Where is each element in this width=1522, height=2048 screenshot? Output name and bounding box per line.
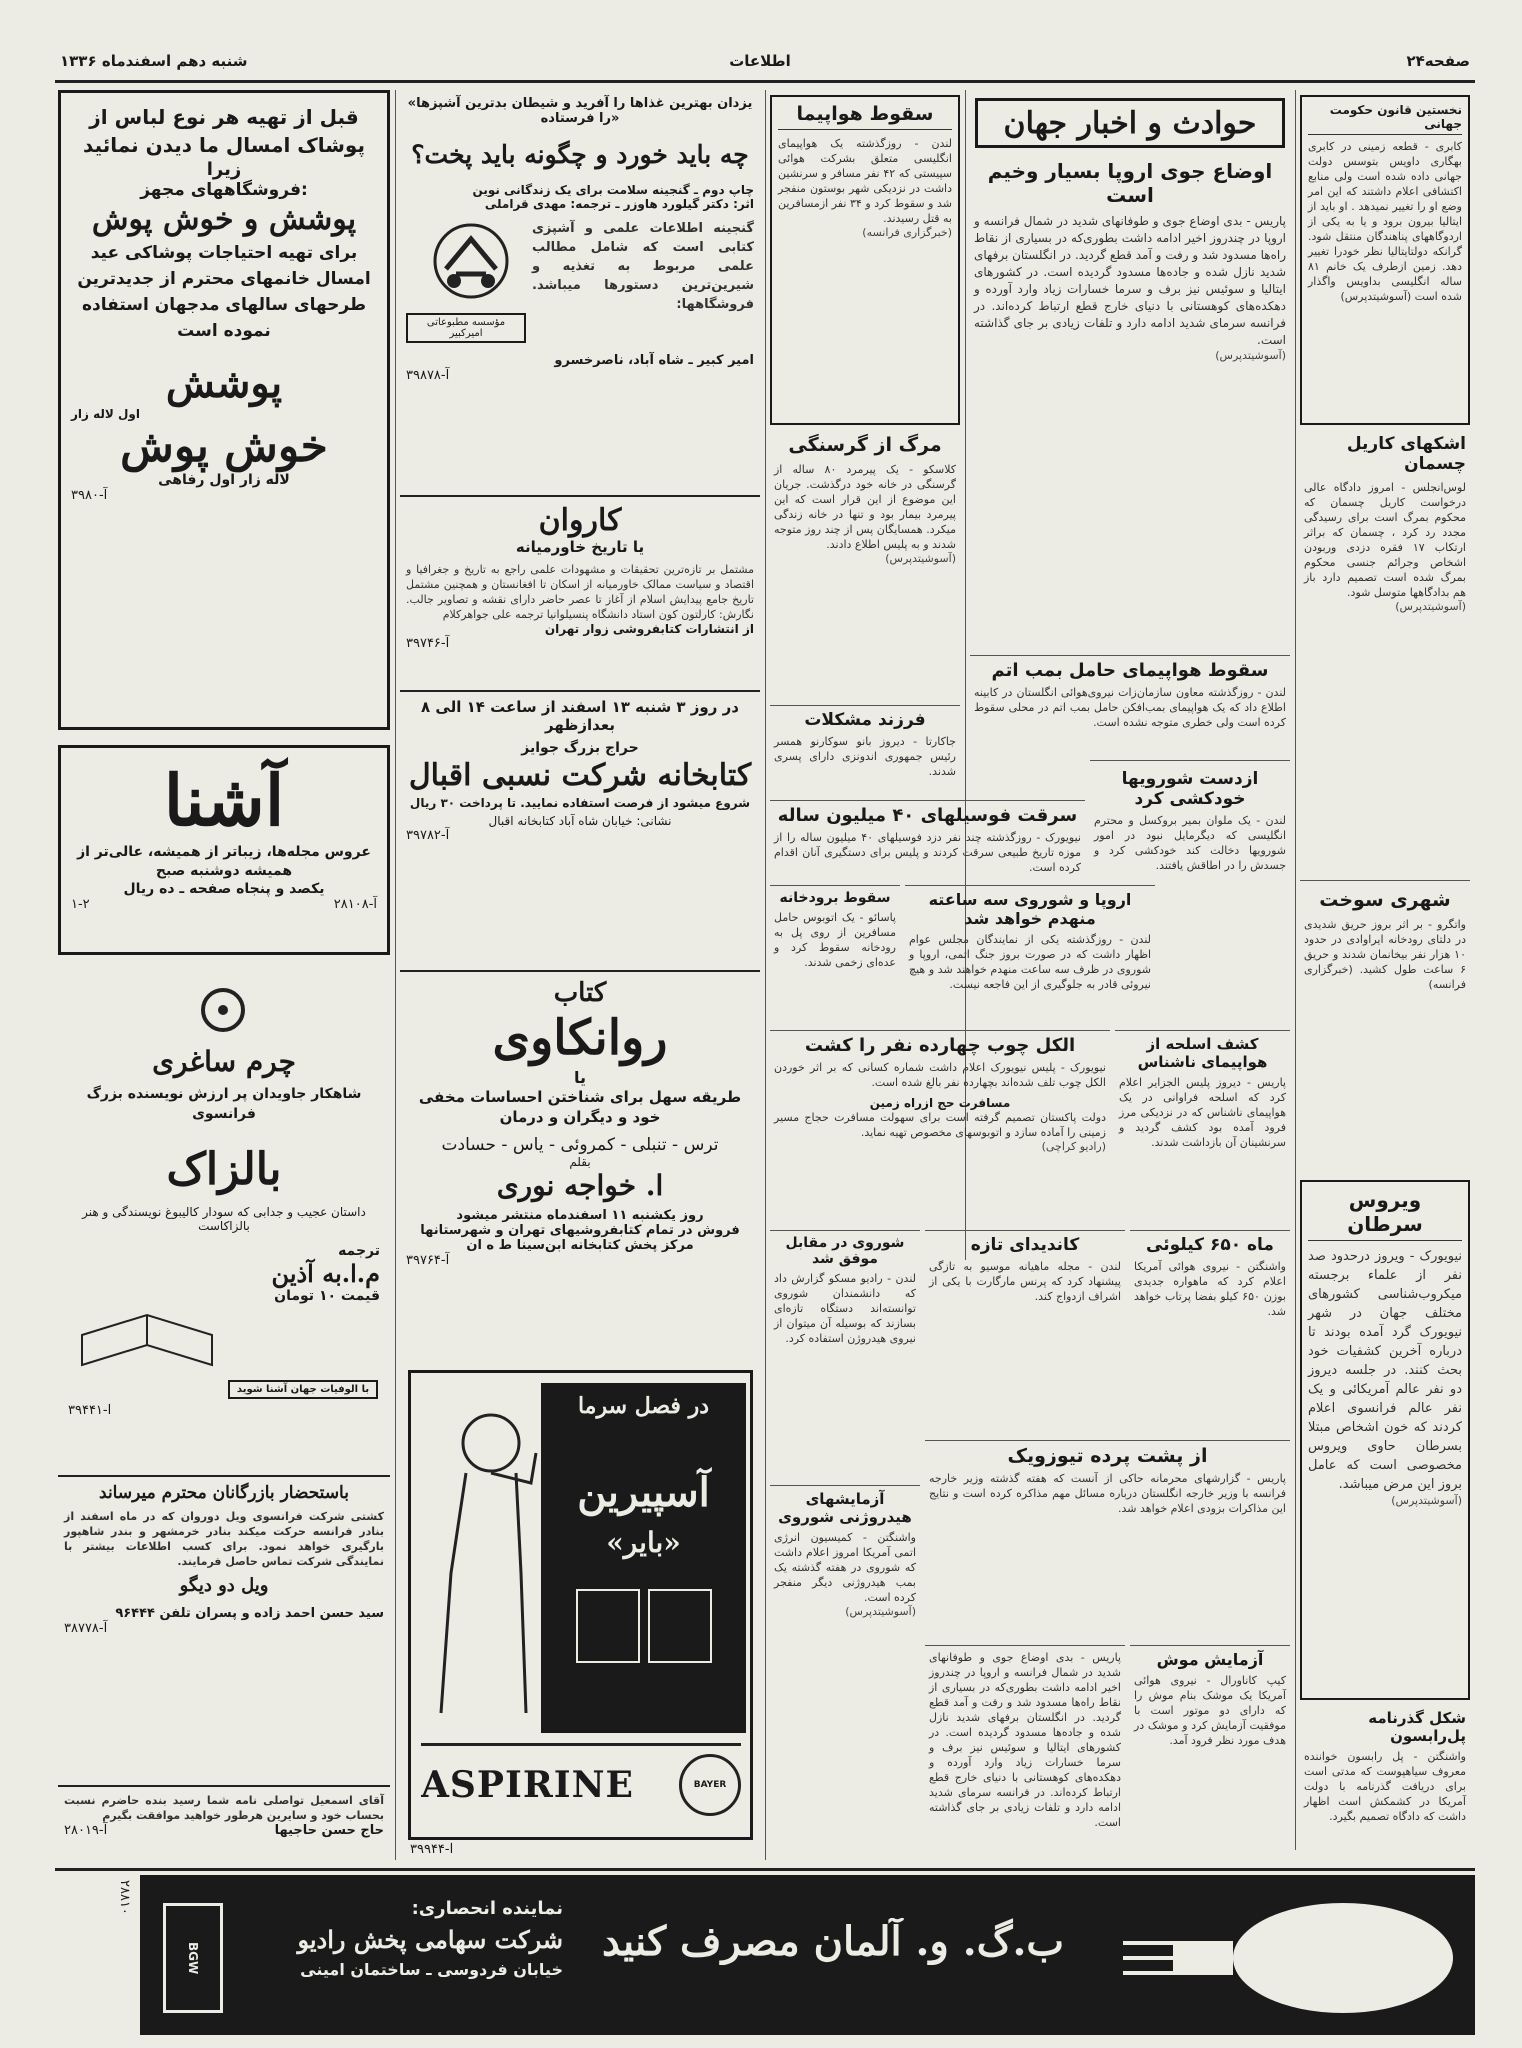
ad-body: برای تهیه احتیاجات پوشاکی عید امسال خانمهای محترم از جدیدترین طرحهای سالهای مدجهان استفاده نموده است [77,243,371,341]
ad-center: مرکز پخش کتابخانه ابن‌سینا ط ه ان [466,1238,694,1253]
article-title: سقوط هواپیمای حامل بمب اتم [991,660,1269,681]
article-title: شوروی در مقابل موفق شد [785,1235,905,1267]
article-body: واشنگتن - پل رابسون خواننده معروف سیاهپوست که مدتی است برای دریافت گذرنامه با دولت آمریکا در کشمکش است اظهار داشت که دادگاه تصمیم بگیرد. [1304,1750,1466,1823]
article-title: آزمایشهای هیدروژنی شوروی [778,1490,912,1526]
article-body: پاریس - گزارشهای محرمانه حاکی از آنست که هفته گذشته وزیر خارجه فرانسه با وزیر خارجه انگلستان درباره مسائل مهم مذاکره کرده است و نتایج این مذاکرات بزودی اعلام خواهد شد. [929,1472,1286,1515]
balzac-book-ad [58,975,390,1425]
article-title: مرگ از گرسنگی [788,434,942,456]
ad-name: پوشش و خوش پوش [91,202,357,237]
missile-test-article [1130,1645,1290,1855]
ad-code: آ-۳۹۷۶۴ [406,1253,450,1268]
ad-code: آ-۳۹۷۴۶ [406,636,450,651]
article-title: از پشت پرده تیوزویک [1007,1445,1208,1467]
ad-sale: فروش در تمام کتابفروشیهای تهران و شهرستانها [420,1223,740,1238]
ad-zira: زیرا [206,159,242,180]
ad-publisher: از انتشارات کتابفروشی زوار تهران [544,622,754,636]
footer-rule [55,1868,1475,1871]
header-rule [55,80,1475,83]
notice-agent: سید حسن احمد زاده و پسران تلفن ۹۶۴۴۴ [115,1606,384,1621]
clothing-ad [58,90,390,730]
ad-body: شروع میشود از فرصت استفاده نمایید. تا پرداخت ۳۰ ریال [409,796,751,810]
column-rule [395,90,396,1860]
aspirin-ad [408,1370,753,1840]
robeson-article [1300,1705,1470,1855]
food-book-ad [400,90,760,495]
page-number: صفحه۲۴ [1406,52,1470,70]
article-title: آزمایش موش [1156,1650,1264,1669]
ad-intro: قبل از تهیه هر نوع لباس از پوشاک امسال ما دیدن نمائید [83,105,365,157]
article-title: سقوط هواپیما [778,103,952,130]
ad-page: ۱-۲ [71,897,90,912]
notice-sign: حاج حسن حاجیها [274,1823,384,1838]
article-title: شکل گذرنامه پل‌رابسون [1368,1709,1466,1745]
ad-subtitle: طریقه سهل برای شناختن احساسات مخفی خود و دیگران و درمان [418,1088,742,1126]
bayer-seal [679,1754,741,1816]
article-body: پاسائو - یک اتوبوس حامل مسافرین از روی پل به رودخانه سقوط کرد و عده‌ای زخمی شدند. [774,911,896,969]
article-title: سقوط برودخانه [779,890,891,906]
shipping-notice [58,1475,390,1775]
footer-agent [243,1898,563,2018]
ashna-magazine-ad [58,745,390,955]
newsweek-article [925,1440,1290,1640]
article-body: لندن - روزگذشته معاون سازمان‌زات نیروی‌هوائی انگلستان در کابینه اطلاع داد که یک هواپیمای بمب‌افکن حامل بمب اتم در محلی سقوط کرده است ولی خطری متوجه نشده است. [974,686,1286,729]
person-illustration [421,1393,541,1723]
ad-address: نشانی: خیابان شاه آباد کتابخانه اقبال [488,814,672,828]
tired-article [1090,760,1290,880]
article-body: نیویورک - روزگذشته چند نفر دزد فوسیلهای ۴۰ میلیون ساله را از موزه تاریخ طبیعی سرقت کردند و پلیس برای دستگیری آنان اقدام کرده است. [774,831,1081,874]
ad-edition: چاپ دوم ـ گنجینه سلامت برای یک زندگانی نوین [472,183,754,197]
virus-article [1300,1180,1470,1700]
ad-code: آ-۲۸۱۰۸ [333,897,377,912]
twins-article [770,705,960,795]
steering-wheel-icon [198,985,248,1035]
river-article [770,885,900,1025]
aspirin-banner [421,1743,741,1823]
agent-company: شرکت سهامی پخش رادیو [297,1925,563,1954]
bgw-footer-ad [140,1875,1475,2035]
footer-code: ۲۸۸۱۰ [117,1880,132,1915]
ad-price: یکصد و پنجاه صفحه ـ ده ریال [123,881,325,897]
article-source: (آسوشیتدپرس) [1215,349,1286,362]
hunger-article [770,430,960,700]
ad-title: چرم ساغری [152,1045,296,1078]
karavan-ad [400,495,760,690]
ad-quote: «یزدان بهترین غذاها را آفرید و شیطان بدترین آشپزها را فرستاده» [407,96,753,126]
book-illustration [72,1275,222,1375]
article-body: پاریس - بدی اوضاع جوی و طوفانهای شدید در شمال فرانسه و اروپا در چندروز اخیر ادامه داشت بطوری‌که در بسیاری از نقاط راه‌ها مسدود شد و رفت و آمد قطع گردید. در انگلستان برفهای شدید نازل شده و جاده‌ها مسدود گردیده است. در کشورهای ایتالیا و سوئیس نیز برف و سرما خسارات زیاد وارد آورده و دهکده‌های کوهستانی با دنیای خارج قطع ارتباط کرده‌اند. در فرانسه سرمای شدید ادامه دارد و تلفات زیادی بر جای گذاشته است. [929,1651,1121,1829]
article-source: (خبرگزاری فرانسه) [862,226,952,239]
article-source: (آسوشیتدپرس) [1391,1494,1462,1507]
filler-article [925,1645,1125,1855]
article-body: جاکارتا - دیروز بانو سوکارنو همسر رئیس جمهوری اندونزی دارای پسری شدند. [774,735,956,778]
article-body: لندن - روزگذشته یکی از نمایندگان مجلس عوام اظهار داشت که در صورت بروز جنگ اتمی، اروپا و شوروی در ظرف سه ساعت منهدم خواهند شد و هیچ نیروئی قادر به جلوگیری از این فاجعه نیست. [909,933,1151,991]
lightbulb-icon [1103,1893,1463,2023]
notice-code: آ-۳۸۷۷۸ [64,1621,108,1636]
article-title: شهری سوخت [1319,889,1451,911]
ad-season: در فصل سرما [577,1393,710,1419]
ad-when: در روز ۳ شنبه ۱۳ اسفند از ساعت ۱۴ الی ۸ بعدازظهر [421,698,739,734]
ad-by: بقلم [569,1155,591,1169]
ship-name: ویل دو دیگو [179,1575,269,1596]
column-rule [1295,90,1296,1850]
ad-subtitle: حراج بزرگ جوایز [521,740,639,756]
article-body: لندن - یک ملوان بمیر بروکسل و محترم انگلیسی که دیگرمایل نبود در امور شورویها دخالت کند خودکشی کرد و جسدش را در اطاقش یافتند. [1094,814,1286,872]
ad-ya: یا [573,1068,586,1087]
page-header [60,50,1470,80]
ad-title: آسپیرین [577,1469,710,1516]
subhead: مسافرت حج ازراه زمین [869,1096,1011,1110]
banner-title: حوادث و اخبار جهان [1003,106,1257,141]
ad-shops: امیر کبیر ـ شاه آباد، ناصرخسرو [554,353,754,368]
ad-author: اثر: دکتر گیلورد هاوزر ـ ترجمه: مهدی قراملی [484,197,754,211]
psychoanalysis-book-ad [400,970,760,1365]
ad-list: ترس - تنبلی - کمروئی - یاس - حسادت [441,1135,719,1155]
article-title: ازدست شورویها خودکشی کرد [1121,769,1259,809]
article-body: واشنگتن - نیروی هوائی آمریکا اعلام کرد که ماهواره جدیدی بوزن ۶۵۰ کیلو بفضا پرتاب خواهد شد. [1134,1260,1286,1318]
article-body: پاریس - دیروز پلیس الجزایر اعلام کرد که اسلحه فراوانی در یک هواپیمای ناشناس که در نزدیکی مرز فرود آمده بود کشف گردید و سرنشینان آن بازداشت شدند. [1119,1076,1286,1149]
article-body: لوس‌انجلس - امروز دادگاه عالی درخواست کاریل چسمان که محکوم بمرگ است برای رسیدگی مجدد رد کرد ، چسمان که براثر ارتکاب ۱۷ فقره دزدی وربودن اشخاص وجرائم جنسی محکوم بمرگ شده است تصمیم دارد باز هم بدادگاهها متوسل شود. [1304,481,1466,599]
fire-article [1300,880,1470,1040]
article-title: فرزند مشکلات [804,710,926,730]
article-title: کاندیدای تازه [970,1235,1080,1255]
aspirin-code: آ-۳۹۹۴۴ [410,1842,454,1857]
article-body: نیویورک - پلیس نیویورک اعلام داشت شماره کسانی که بر اثر خوردن الکل چوب تلف شده‌اند بچهارده نفر بالغ شده است. [774,1061,1106,1089]
seal-text: BAYER [693,1779,727,1790]
ad-title: کاروان [538,503,622,538]
ad-title: کتابخانه شرکت نسبی اقبال [408,758,752,793]
ad-code: آ-۳۹۷۸۲ [406,828,450,843]
notice-title: باستحضار بازرگانان محترم میرساند [99,1483,349,1503]
article-source: (آسوشیتدپرس) [885,552,956,565]
publisher-label: مؤسسه مطبوعاتی امیرکبیر [406,313,526,343]
article-source: (آسوشیتدپرس) [1395,600,1466,613]
auction-ad [400,690,760,970]
ad-bayer: «بایر» [606,1526,681,1559]
ad-title: چه باید خورد و چگونه باید پخت؟ [411,140,749,169]
article-title: اروپا و شوروی سه ساعته منهدم خواهد شد [928,890,1132,928]
ad-logo-1: پوشش [165,360,283,407]
article-title: کشف اسلحه از هواپیمای ناشناس [1137,1035,1268,1071]
ad-title: روانکاوی [492,1010,668,1066]
article-body: کابری - قطعه زمینی در کابری بهگاری داویس بتوسس دولت جهانی داده شده است ولی منابع اکتشافی اعلام داشتند که این امر وضع او را تغییر نمیدهد . او باید از ایتالیا بیرون برود و یا به یکی از اردوگاههای پناهندگان منتقل شود. گرانکه دولتایتالیا نظر خودرا تغییر دهد. زمین ازطرف یک خانم ۸۱ ساله انگلیسی بداویس واگذار شده است (آسوشیتدپرس) [1308,140,1462,303]
ad-date: روز یکشنبه ۱۱ اسفندماه منتشر میشود [456,1208,704,1223]
fossil-article [770,800,1085,885]
ad-code: آ-۳۹۸۷۸ [406,368,450,383]
plane-crash-article [770,95,960,425]
article-body: نیویورک - ویروز درحدود صد نفر از علماء برجسته میکروب‌شناسی کشورهای مختلف جهان در شهر نیویورک گرد آمده بودند تا درباره آخرین کشفیات خود بحث کنند. در جلسه دیروز دو نفر عالم آمریکائی و یک نفر عالم فرانسوی اعلام کردند که خون اشخاص مبتلا بسرطان حاوی ویروس مخصوصی است که عامل بروز این مرض میباشد. [1308,1249,1462,1492]
bgw-logo [163,1903,223,2013]
logo-text: BGW [186,1941,200,1975]
ad-translator: م.ا.به آذین [271,1259,380,1288]
ad-address: لاله زار اول رفاهی [158,472,290,488]
article-title: نخستین قانون حکومت جهانی [1308,103,1462,135]
notice-body: کشتی شرکت فرانسوی ویل دوروان که در ماه اسفند از بنادر فرانسه حرکت میکند بنادر خرمشهر و بندر شاهپور بارگیری خواهد نمود. برای کسب اطلاعات بیشتر با نمایندگی شرکت تماس حاصل فرمایند. [64,1510,384,1568]
chessman-article [1300,430,1470,730]
arms-article [1115,1030,1290,1225]
world-news-banner [975,98,1285,148]
agent-label: نماینده انحصاری: [411,1898,563,1919]
ad-left-label: اول لاله زار [71,407,140,421]
ad-code: آ-۳۹۸۰ [71,488,108,503]
article-body: دولت پاکستان تصمیم گرفته است برای سهولت مسافرت حجاج مسیر زمینی را آماده سازد و اتوبوسهای مخصوص تهیه نماید. [774,1111,1106,1139]
article-body: لندن - مجله ماهیانه موسیو به تازگی پیشنهاد کرد که پرنس مارگارت با یکی از اشراف ازدواج کند. [929,1260,1121,1303]
ad-subtitle: یا تاریخ خاورمیانه [515,538,645,556]
article-title: الکل چوب چهارده نفر را کشت [804,1035,1076,1056]
article-body: واشنگتن - کمیسیون انرژی اتمی آمریکا امروز اعلام داشت که شوروی در هفته گذشته یک بمب هیدروژنی دیگر منفجر کرده است. [774,1531,916,1604]
ad-title: آشنا [163,759,285,842]
ad-latin: ASPIRINE [421,1763,634,1806]
bomb-plane-article [970,655,1290,755]
ad-author: بالزاک [166,1144,282,1195]
ad-subtitle: شاهکار جاویدان پر ارزش نویسنده بزرگ فرانسوی [86,1086,362,1122]
notice-code: آ-۲۸۰۱۹ [64,1823,108,1838]
personal-notice [58,1785,390,1860]
article-body: واتگرو - بر اثر بروز حریق شدیدی در دلتای رودخانه ایراوادی در حدود ۱۰ هزار نفر بیخانمان شدند و حریق ۶ ساعت طول کشید. (خبرگزاری فرانسه) [1304,918,1466,991]
ad-shops: فروشگاههای مجهز: [140,180,308,200]
agent-address: خیابان فردوسی ـ ساختمان امینی [300,1960,563,1979]
ad-logo-2: خوش پوش [120,421,328,472]
article-source: (آسوشیتدپرس) [845,1605,916,1618]
ad-code: آ-۳۹۴۴۱ [68,1403,112,1418]
alcohol-article [770,1030,1110,1225]
article-title: سرقت فوسیلهای ۴۰ میلیون ساله [777,805,1078,826]
article-body: لندن - روزگذشته یک هواپیمای انگلیسی متعلق بشرکت هوائی سپیستی که ۴۲ نفر مسافر و سرنشین داشت در نزدیکی شهر بوستون منفجر شد و سقوط کرد و ۳۴ نفر ازمسافرین به قتل رسیدند. [778,137,952,225]
article-body: لندن - رادیو مسکو گزارش داد که دانشمندان شوروی توانسته‌اند دستگاه تازه‌ای بسازند که بوسیله آن میتوان از نیروی هیدروژن استفاده کرد. [774,1272,916,1345]
article-body: کیپ کاناورال - نیروی هوائی آمریکا یک موشک بنام موش را که دارای دو موتور است با موفقیت آزمایش کرد و موشک در هدف مورد نظر فرود آمد. [1134,1674,1286,1747]
aspirin-packs [551,1589,736,1663]
ad-publisher: با الوفیات جهان آشنا شوید [228,1380,378,1399]
newspaper-name: اطلاعات [729,52,791,70]
soviet-success-article [770,1230,920,1480]
ad-desc: داستان عجیب و جدابی که سودار کالیبوغ نویسندگی و هنر بالزاکاست [82,1205,366,1233]
soviet-europe-article [905,885,1155,1025]
article-source: (رادیو کراچی) [1041,1140,1106,1153]
publisher-logo [416,219,526,309]
ad-body: مشتمل بر تازه‌ترین تحقیقات و مشهودات علمی راجع به تاریخ و جغرافیا و اقتصاد و سیاست ممالک خاورمیانه از اسکان تا افغانستان و همچنین مشتمل تاریخ جامع پیدایش اسلام از آغاز تا عصر حاضر دارای نقشه و تصاویر جالب. نگارش: کارلتون کون استاد دانشگاه پنسیلوانیا ترجمه علی جواهرکلام [406,563,754,621]
notice-body: آقای اسمعیل تواصلی نامه شما رسید بنده حاضرم نسبت بحساب خود و سایرین هرطور خواهید موافقت بگیرم [64,1794,384,1822]
moon-article [1130,1230,1290,1430]
article-title: ماه ۶۵۰ کیلوئی [1146,1235,1274,1255]
ad-body: گنجینه اطلاعات علمی و آشپزی کتابی است که شامل مطالب علمی مربوط به تغذیه و شیرین‌ترین دستورها میباشد. فروشگاهها: [532,221,754,312]
article-title: ویروس سرطان [1308,1188,1462,1241]
article-body: کلاسکو - یک پیرمرد ۸۰ ساله از گرسنگی در خانه خود درگذشت. جریان این موضوع از این قرار است که این پیرمرد بیمار بود و تنها در خانه زندگی میکرد. همسایگان پس از چند روز متوجه شدند و به پلیس اطلاع دادند. [774,463,956,551]
hydrogen-article [770,1485,920,1855]
footer-headline: ب.گ. و. آلمان مصرف کنید [601,1918,1065,1965]
ad-price: قیمت ۱۰ تومان [274,1288,380,1304]
column-rule [765,90,766,1860]
article-body: پاریس - بدی اوضاع جوی و طوفانهای شدید در شمال فرانسه و اروپا در چندروز اخیر ادامه داشت بطوری‌که در بسیاری از نقاط راه‌ها مسدود شد و رفت و آمد قطع گردید. در انگلستان برفهای شدید نازل شده و جاده‌ها مسدود گردیده است. در کشورهای ایتالیا و سوئیس نیز برف و سرما خسارات زیاد وارد آورده و دهکده‌های کوهستانی با دنیای خارج قطع ارتباط کرده‌اند. در فرانسه سرمای شدید ادامه دارد و تلفات زیادی بر جای گذاشته است. [974,214,1286,347]
page-date: شنبه دهم اسفندماه ۱۳۳۶ [60,52,248,70]
article-title: اشکهای کاریل چسمان [1346,434,1466,474]
ad-body: عروس مجله‌ها، زیباتر از همیشه، عالی‌تر از همیشه دوشنبه صبح [77,844,371,879]
ad-kitab: کتاب [553,978,607,1008]
article-title: اوضاع جوی اروپا بسیار وخیم است [987,159,1273,207]
ad-translation: ترجمه [338,1243,380,1259]
world-government-box [1300,95,1470,425]
ad-author: ا. خواجه نوری [496,1169,664,1202]
aspirin-panel [541,1383,746,1733]
